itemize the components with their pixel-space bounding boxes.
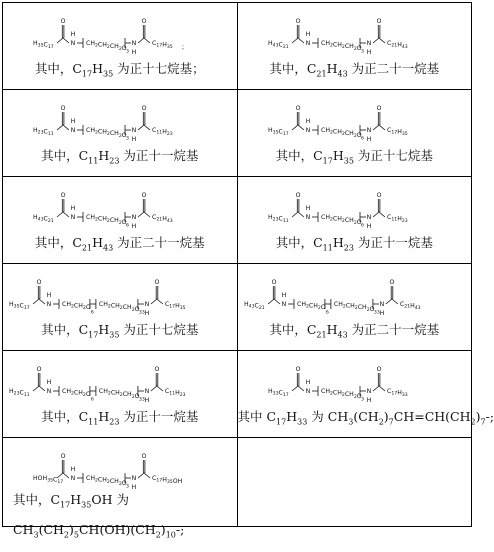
left-alkyl-group: $H_{43}C_{21}$ [33, 214, 54, 225]
right-alkyl-group: $C_{17}H_{33}$ [386, 388, 408, 399]
svg-text:H: H [144, 310, 150, 317]
svg-text:O: O [141, 105, 147, 112]
svg-text:N: N [131, 127, 137, 134]
left-alkyl-group: $H_{23}C_{11}$ [9, 388, 30, 399]
repeat-unit: $CH_2CH_2O$ [62, 388, 91, 399]
svg-text:H: H [70, 466, 76, 473]
compound-caption: 其中，$C_{17}H_{35}$ 为正十七烷基； [34, 61, 205, 79]
svg-text:O: O [141, 18, 147, 25]
repeat-count: 3 [360, 49, 364, 55]
structure-formula [3, 3, 237, 63]
carbonyl-oxygen: O [60, 453, 66, 460]
structure-formula [3, 438, 237, 498]
svg-text:H: H [305, 118, 310, 125]
repeat-count: 6 [325, 310, 329, 316]
compound-table-sheet [2, 2, 494, 550]
amide-nitrogen: N [281, 301, 286, 308]
svg-text:H: H [70, 205, 76, 212]
amide-nitrogen: N [305, 214, 310, 221]
right-alkyl-group: $C_{21}H_{43}$ [386, 40, 408, 51]
svg-text:O: O [141, 453, 147, 460]
svg-text:H: H [305, 379, 310, 386]
repeat-unit: $CH_2CH_2CH_2O$ [86, 40, 127, 52]
svg-text:;: ; [182, 44, 185, 51]
svg-text:H: H [70, 118, 76, 125]
amide-nitrogen: N [305, 388, 310, 395]
amide-nitrogen: N [46, 301, 52, 308]
repeat-unit: $CH_2CH_2CH_2O$ [86, 475, 127, 487]
table-row [3, 351, 472, 438]
repeat-count: 33 [138, 310, 145, 316]
right-alkyl-group: $C_{17}H_{35}$ [164, 301, 186, 312]
repeat-unit: $CH_2CH_2CH_2O$ [320, 40, 362, 52]
repeat-unit: $CH_2CH_2CH_2O$ [86, 214, 127, 226]
svg-text:H: H [131, 49, 137, 56]
svg-text:H: H [46, 292, 52, 299]
amide-nitrogen: N [305, 127, 310, 134]
structure-formula [238, 90, 472, 150]
svg-text:N: N [366, 214, 371, 221]
svg-text:O: O [376, 105, 381, 112]
svg-text:O: O [376, 192, 381, 199]
table-row [3, 90, 472, 177]
repeat-count: 6 [360, 136, 364, 142]
repeat-unit: $CH_2CH_2CH_2O$ [320, 127, 362, 139]
table-cell-right [237, 3, 472, 90]
repeat-count: 6 [360, 223, 364, 229]
table-cell-right [237, 438, 472, 527]
structure-formula [3, 264, 237, 324]
repeat-unit: $CH_2CH_2CH_2O$ [320, 388, 362, 400]
svg-text:N: N [366, 127, 371, 134]
svg-text:N: N [144, 301, 150, 308]
svg-text:H: H [305, 205, 310, 212]
left-alkyl-group: $H_{35}C_{17}$ [9, 301, 30, 312]
compound-caption: 其中，$C_{21}H_{43}$ 为正二十一烷基 [34, 235, 205, 253]
svg-text:H: H [46, 379, 52, 386]
repeat-unit: $CH_2CH_2CH_2O$ [320, 214, 362, 226]
right-alkyl-group: $C_{11}H_{23}$ [386, 214, 408, 225]
repeat-count: 33 [373, 310, 380, 316]
table-cell-left [3, 177, 238, 264]
right-alkyl-group: $C_{17}H_{35}OH$ [152, 475, 183, 486]
repeat-count: 33 [138, 397, 145, 403]
right-alkyl-group: $C_{11}H_{23}$ [164, 388, 186, 399]
repeat-count: 6 [90, 310, 94, 316]
repeat-unit: $CH_2CH_2O$ [296, 301, 326, 312]
table-cell-left [3, 90, 238, 177]
repeat-unit: $CH_2CH_2O$ [62, 301, 91, 312]
structure-formula [238, 177, 472, 237]
structure-formula [238, 264, 472, 324]
repeat-count: 6 [90, 397, 94, 403]
compound-caption: 其中，$C_{11}H_{23}$ 为正十一烷基 [41, 409, 199, 427]
right-alkyl-group: $C_{17}H_{35}$ [386, 127, 408, 138]
carbonyl-oxygen: O [295, 366, 300, 373]
repeat-count: 3 [126, 484, 129, 490]
structure-formula [238, 351, 472, 411]
left-alkyl-group: $H_{43}C_{21}$ [267, 40, 289, 51]
left-alkyl-group: $H_{35}C_{17}$ [33, 40, 54, 51]
carbonyl-oxygen: O [295, 18, 300, 25]
table-cell-left [3, 3, 238, 90]
svg-text:O: O [154, 279, 160, 286]
svg-text:H: H [131, 223, 137, 230]
structure-formula [3, 90, 237, 150]
carbonyl-oxygen: O [36, 366, 42, 373]
svg-text:N: N [131, 214, 137, 221]
repeat-unit: $CH_2CH_2CH_2O$ [98, 301, 140, 313]
svg-text:O: O [376, 18, 381, 25]
amide-nitrogen: N [70, 127, 76, 134]
table-cell-right [237, 90, 472, 177]
svg-text:O: O [376, 366, 381, 373]
structure-formula [238, 3, 472, 63]
svg-text:H: H [366, 136, 371, 143]
left-alkyl-group: $H_{33}C_{17}$ [267, 388, 289, 399]
repeat-count: 3 [126, 136, 129, 142]
svg-text:H: H [366, 397, 371, 404]
left-alkyl-group: $HOH_{35}C_{17}$ [33, 475, 64, 486]
right-alkyl-group: $C_{21}H_{43}$ [399, 301, 421, 312]
svg-text:N: N [366, 388, 371, 395]
amide-nitrogen: N [305, 40, 310, 47]
carbonyl-oxygen: O [60, 105, 66, 112]
carbonyl-oxygen: O [60, 192, 66, 199]
structure-formula [3, 351, 237, 411]
amide-nitrogen: N [70, 214, 76, 221]
compound-caption: 其中，$C_{17}H_{35}OH$ 为 $CH_3(CH_2)_5CH(OH)(CH_2)_{10}-$; [13, 492, 185, 539]
svg-text:N: N [366, 40, 371, 47]
table-cell-left [3, 438, 238, 539]
right-alkyl-group: $C_{11}H_{23}$ [152, 127, 173, 138]
left-alkyl-group: $H_{23}C_{11}$ [33, 127, 54, 138]
table-cell-left [3, 351, 238, 438]
repeat-count: 3 [360, 397, 364, 403]
svg-text:N: N [379, 301, 384, 308]
svg-text:H: H [70, 31, 76, 38]
repeat-unit: $CH_2CH_2CH_2O$ [333, 301, 375, 313]
svg-text:H: H [131, 484, 137, 491]
amide-nitrogen: N [70, 40, 76, 47]
svg-text:O: O [154, 366, 160, 373]
svg-text:N: N [144, 388, 150, 395]
repeat-unit: $CH_2CH_2CH_2O$ [98, 388, 140, 400]
table-row [3, 177, 472, 264]
svg-text:N: N [131, 475, 137, 482]
table-row [3, 264, 472, 351]
table-cell-right [237, 264, 472, 351]
table-row [3, 3, 472, 90]
amide-nitrogen: N [46, 388, 52, 395]
svg-text:O: O [388, 279, 394, 286]
svg-text:H: H [379, 310, 384, 317]
svg-text:O: O [141, 192, 147, 199]
carbonyl-oxygen: O [295, 105, 300, 112]
amide-nitrogen: N [70, 475, 76, 482]
compound-caption: 其中，$C_{11}H_{23}$ 为正十一烷基 [275, 235, 433, 253]
table-cell-right [237, 351, 494, 438]
left-alkyl-group: $H_{35}C_{17}$ [267, 127, 289, 138]
svg-text:N: N [131, 40, 137, 47]
carbonyl-oxygen: O [295, 192, 300, 199]
compound-table [2, 2, 494, 539]
carbonyl-oxygen: O [36, 279, 42, 286]
structure-formula [3, 177, 237, 237]
right-alkyl-group: $C_{21}H_{43}$ [152, 214, 173, 225]
left-alkyl-group: $H_{23}C_{11}$ [267, 214, 289, 225]
left-alkyl-group: $H_{43}C_{21}$ [243, 301, 265, 312]
table-cell-right [237, 177, 472, 264]
repeat-count: 3 [126, 49, 129, 55]
carbonyl-oxygen: O [60, 18, 66, 25]
svg-text:H: H [144, 397, 150, 404]
compound-caption: 其中，$C_{17}H_{35}$ 为正十七烷基 [275, 148, 433, 166]
compound-caption: 其中，$C_{21}H_{43}$ 为正二十一烷基 [269, 322, 440, 340]
svg-text:H: H [366, 223, 371, 230]
compound-caption: 其中 $C_{17}H_{33}$ 为 $CH_3(CH_2)_7CH=CH(CH_2)_7-$; [237, 409, 494, 427]
svg-text:H: H [305, 31, 310, 38]
compound-caption: 其中，$C_{17}H_{35}$ 为正十七烷基 [41, 322, 199, 340]
repeat-unit: $CH_2CH_2CH_2O$ [86, 127, 127, 139]
repeat-count: 6 [126, 223, 129, 229]
compound-caption: 其中，$C_{11}H_{23}$ 为正十一烷基 [41, 148, 199, 166]
svg-text:H: H [281, 292, 286, 299]
svg-text:H: H [366, 49, 371, 56]
compound-caption: 其中，$C_{21}H_{43}$ 为正二十一烷基 [269, 61, 440, 79]
carbonyl-oxygen: O [271, 279, 276, 286]
table-row [3, 438, 472, 527]
svg-text:H: H [131, 136, 137, 143]
table-cell-left [3, 264, 238, 351]
right-alkyl-group: $C_{17}H_{35}$ [152, 40, 173, 51]
